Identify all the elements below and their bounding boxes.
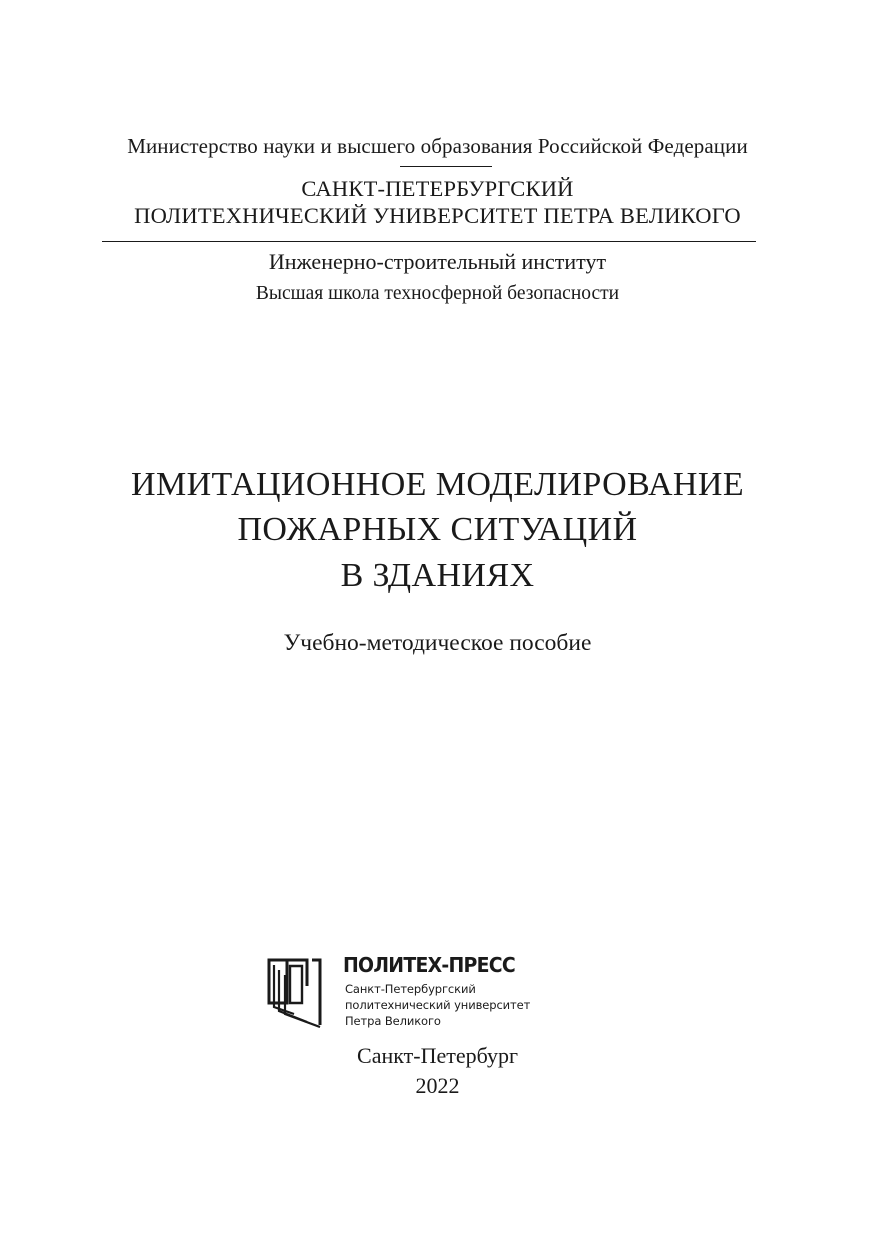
book-pages-logo-icon [266, 956, 324, 1028]
imprint-year: 2022 [415, 1073, 460, 1098]
publisher-line3: Петра Великого [345, 1014, 441, 1028]
publisher-line1: Санкт-Петербургский [345, 982, 476, 996]
book-subtitle: Учебно-методическое пособие [283, 630, 592, 656]
book-title-line1: ИМИТАЦИОННОЕ МОДЕЛИРОВАНИЕ [130, 466, 745, 503]
publisher-line2: политехнический университет [345, 998, 531, 1012]
imprint-city: Санкт-Петербург [357, 1043, 518, 1068]
school-name: Высшая школа техносферной безопасности [255, 283, 620, 304]
book-title-line3: В ЗДАНИЯХ [340, 557, 535, 594]
publisher-name: ПОЛИТЕХ-ПРЕСС [343, 953, 515, 977]
university-name-line1: САНКТ-ПЕТЕРБУРГСКИЙ [301, 176, 574, 201]
institute-name: Инженерно-строительный институт [268, 249, 607, 274]
book-title-line2: ПОЖАРНЫХ СИТУАЦИЙ [237, 511, 638, 548]
ministry-name: Министерство науки и высшего образования Российской Федерации [127, 134, 748, 158]
long-divider [102, 241, 756, 242]
short-divider [400, 166, 492, 167]
university-name-line2: ПОЛИТЕХНИЧЕСКИЙ УНИВЕРСИТЕТ ПЕТРА ВЕЛИКОГО [134, 203, 741, 228]
